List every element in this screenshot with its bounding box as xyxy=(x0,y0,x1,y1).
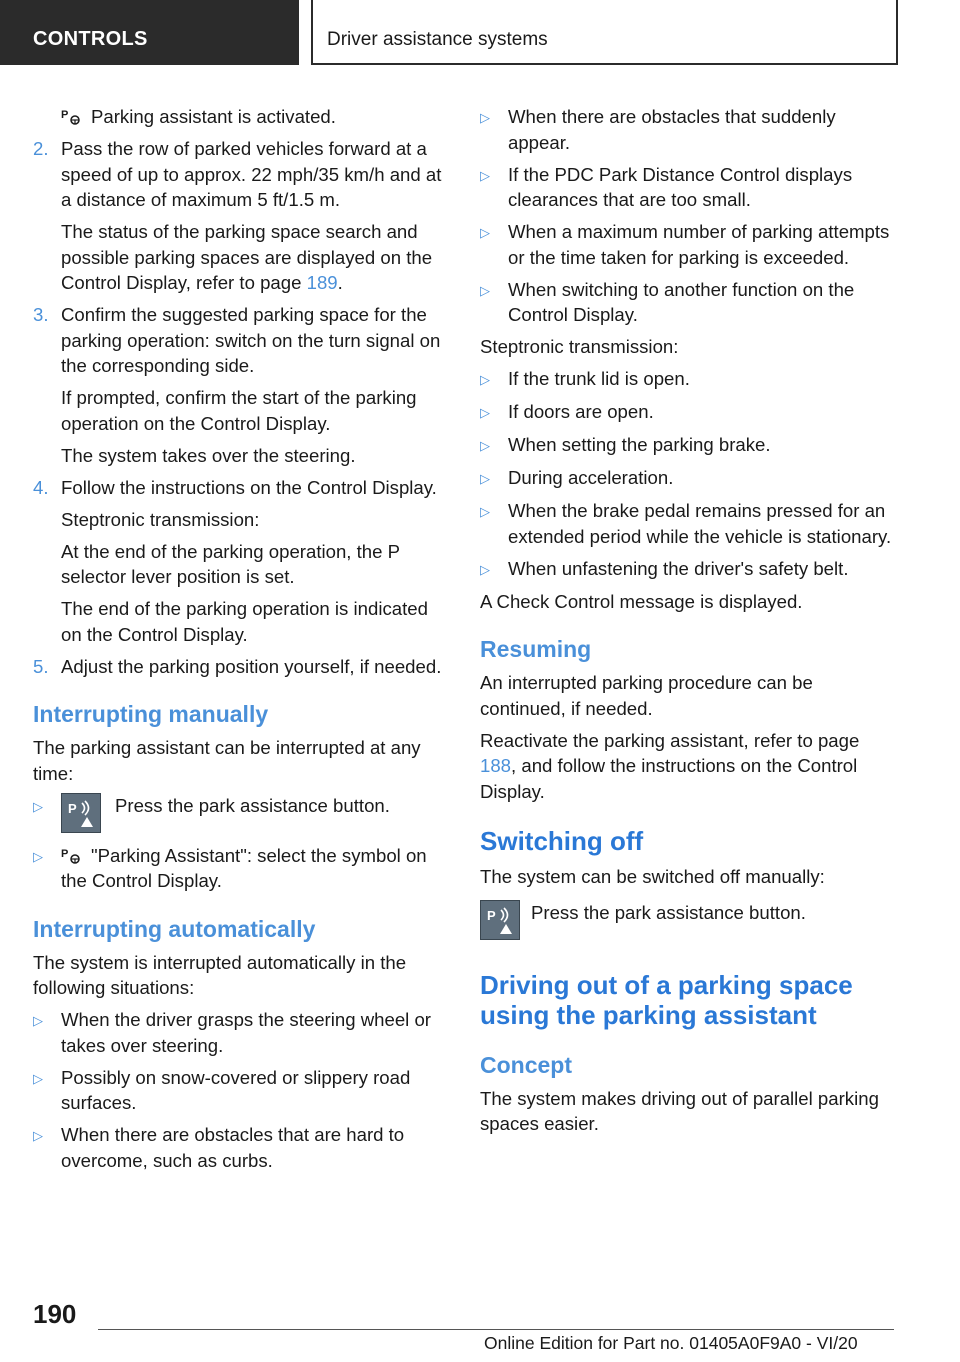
step-text: Pass the row of parked vehicles forward at a speed of up to approx. 22 mph/35 km/h and at a distance of maximum 5 ft/1.5 m. xyxy=(61,138,442,210)
step-2 xyxy=(33,136,445,213)
step-3 xyxy=(33,302,445,379)
auto-item xyxy=(33,1065,445,1116)
left-column xyxy=(33,104,445,1180)
step-2-detail-text: The status of the parking space search and possible parking spaces are displayed on the Control Display, refer to page xyxy=(61,221,433,293)
bullet-icon: ▷ xyxy=(33,848,43,864)
steptronic-item xyxy=(480,556,900,583)
steptronic-item-text: When unfastening the driver's safety belt. xyxy=(508,557,849,579)
manual-bullet-1 xyxy=(33,793,445,833)
bullet-icon: ▷ xyxy=(33,1070,43,1086)
heading-concept: Concept xyxy=(480,1051,572,1078)
bullet-icon: ▷ xyxy=(480,405,490,420)
manual-bullet-1-text: Press the park assistance button. xyxy=(115,794,390,816)
step-text: Confirm the suggested parking space for the parking operation: switch on the turn signal on the corresponding side. xyxy=(61,304,441,376)
auto-intro: The system is interrupted automatically in the following situations: xyxy=(33,951,407,998)
step-2-detail xyxy=(61,219,445,296)
steptronic-item-text: If the trunk lid is open. xyxy=(508,368,690,389)
bullet-icon: ▷ xyxy=(480,372,490,387)
bullet-icon: ▷ xyxy=(33,1013,43,1028)
auto-item-text: When the driver grasps the steering wheel or takes over steering. xyxy=(61,1009,431,1056)
heading-switching-off: Switching off xyxy=(480,826,644,856)
svg-text:P: P xyxy=(61,109,69,121)
activated-line xyxy=(61,104,445,130)
bullet-icon: ▷ xyxy=(480,504,490,519)
heading-interrupting-manually: Interrupting manually xyxy=(33,701,269,727)
manual-bullet-2-content xyxy=(61,843,445,894)
resuming-p2-text: Reactivate the parking assistant, refer to page xyxy=(480,729,860,751)
switch-off-button-row xyxy=(480,900,900,940)
auto-item xyxy=(33,1122,445,1173)
step-4-detail-2: At the end of the parking operation, the P selector lever position is set. xyxy=(61,540,400,587)
step-2-detail-end: . xyxy=(337,272,343,293)
page-link-189[interactable]: 189 xyxy=(306,272,338,293)
resuming-p1: An interrupted parking procedure can be continued, if needed. xyxy=(480,672,813,719)
bullet-icon: ▷ xyxy=(480,561,490,577)
activated-text: Parking assistant is activated. xyxy=(91,106,336,127)
svg-text:P: P xyxy=(487,907,496,923)
auto-item xyxy=(33,1007,445,1058)
header-section-tab xyxy=(0,0,299,65)
steptronic-item-text: When setting the parking brake. xyxy=(508,434,771,455)
step-3-detail-1: If prompted, confirm the start of the parking operation on the Control Display. xyxy=(61,387,417,434)
obstacle-item xyxy=(480,219,900,270)
bullet-icon: ▷ xyxy=(480,167,490,183)
step-text: Adjust the parking position yourself, if needed. xyxy=(61,655,442,677)
header-section: CONTROLS xyxy=(33,28,148,50)
steptronic-label: Steptronic transmission: xyxy=(480,336,679,357)
obstacle-item xyxy=(480,104,900,155)
check-control-note: A Check Control message is displayed. xyxy=(480,590,803,612)
bullet-icon: ▷ xyxy=(480,282,490,298)
obstacle-item xyxy=(480,162,900,213)
step-4-detail-1: Steptronic transmission: xyxy=(61,508,260,530)
heading-interrupting-automatically: Interrupting automatically xyxy=(33,915,316,942)
bullet-icon: ▷ xyxy=(33,798,43,814)
heading-driving-out: Driving out of a parking space using the parking assistant xyxy=(480,969,853,1030)
obstacle-item-text: If the PDC Park Distance Control displays clearances that are too small. xyxy=(508,163,853,210)
steptronic-item-text: When the brake pedal remains pressed for an extended period while the vehicle is stationary. xyxy=(508,500,892,547)
resuming-p2 xyxy=(480,728,900,805)
auto-item-text: Possibly on snow-covered or slippery road surfaces. xyxy=(61,1066,411,1113)
parking-assistant-icon xyxy=(61,108,83,126)
manual-intro: The parking assistant can be interrupted at any time: xyxy=(33,737,421,784)
parking-assistant-icon xyxy=(61,847,83,865)
manual-bullet-2-text: "Parking Assistant": select the symbol on the Control Display. xyxy=(61,844,427,891)
right-column xyxy=(480,104,900,1143)
step-number: 2. xyxy=(33,138,49,159)
obstacle-item-text: When a maximum number of parking attempts or the time taken for parking is exceeded. xyxy=(508,221,890,268)
obstacle-item-text: When there are obstacles that suddenly appear. xyxy=(508,106,836,153)
steptronic-item xyxy=(480,366,900,393)
footer-edition: Online Edition for Part no. 01405A0F9A0 - VI/20 xyxy=(484,1333,858,1353)
steptronic-item xyxy=(480,498,900,549)
page-link-188[interactable]: 188 xyxy=(480,755,512,776)
park-assistance-button-icon xyxy=(61,793,101,833)
switch-off-button-text: Press the park assistance button. xyxy=(531,901,806,923)
bullet-icon: ▷ xyxy=(480,110,490,125)
step-4 xyxy=(33,475,445,501)
bullet-icon: ▷ xyxy=(480,471,490,486)
step-number: 4. xyxy=(33,476,49,498)
step-3-detail-2: The system takes over the steering. xyxy=(61,444,356,466)
bullet-icon: ▷ xyxy=(33,1128,43,1143)
steptronic-item xyxy=(480,399,900,426)
obstacle-item xyxy=(480,277,900,328)
steptronic-item-text: During acceleration. xyxy=(508,467,674,488)
manual-bullet-2 xyxy=(33,843,445,894)
bullet-icon: ▷ xyxy=(480,225,490,240)
steptronic-item xyxy=(480,432,900,459)
bullet-icon: ▷ xyxy=(480,438,490,453)
svg-text:P: P xyxy=(61,847,69,860)
step-5 xyxy=(33,654,445,680)
header-title-box xyxy=(311,0,898,65)
step-number: 3. xyxy=(33,304,49,325)
footer-divider xyxy=(98,1329,894,1330)
page-number: 190 xyxy=(33,1299,77,1329)
auto-item-text: When there are obstacles that are hard to overcome, such as curbs. xyxy=(61,1124,405,1171)
steptronic-item xyxy=(480,465,900,492)
resuming-p2-end: , and follow the instructions on the Control Display. xyxy=(480,755,858,802)
park-assistance-button-icon xyxy=(480,900,520,940)
switching-off-p1: The system can be switched off manually: xyxy=(480,866,825,887)
concept-text: The system makes driving out of parallel parking spaces easier. xyxy=(480,1087,879,1134)
step-number: 5. xyxy=(33,655,49,677)
heading-resuming: Resuming xyxy=(480,636,592,662)
step-text: Follow the instructions on the Control Display. xyxy=(61,476,437,498)
header-title: Driver assistance systems xyxy=(327,29,548,50)
svg-text:P: P xyxy=(68,800,77,816)
steptronic-item-text: If doors are open. xyxy=(508,401,654,422)
step-4-detail-3: The end of the parking operation is indicated on the Control Display. xyxy=(61,598,428,645)
obstacle-item-text: When switching to another function on the Control Display. xyxy=(508,278,855,325)
